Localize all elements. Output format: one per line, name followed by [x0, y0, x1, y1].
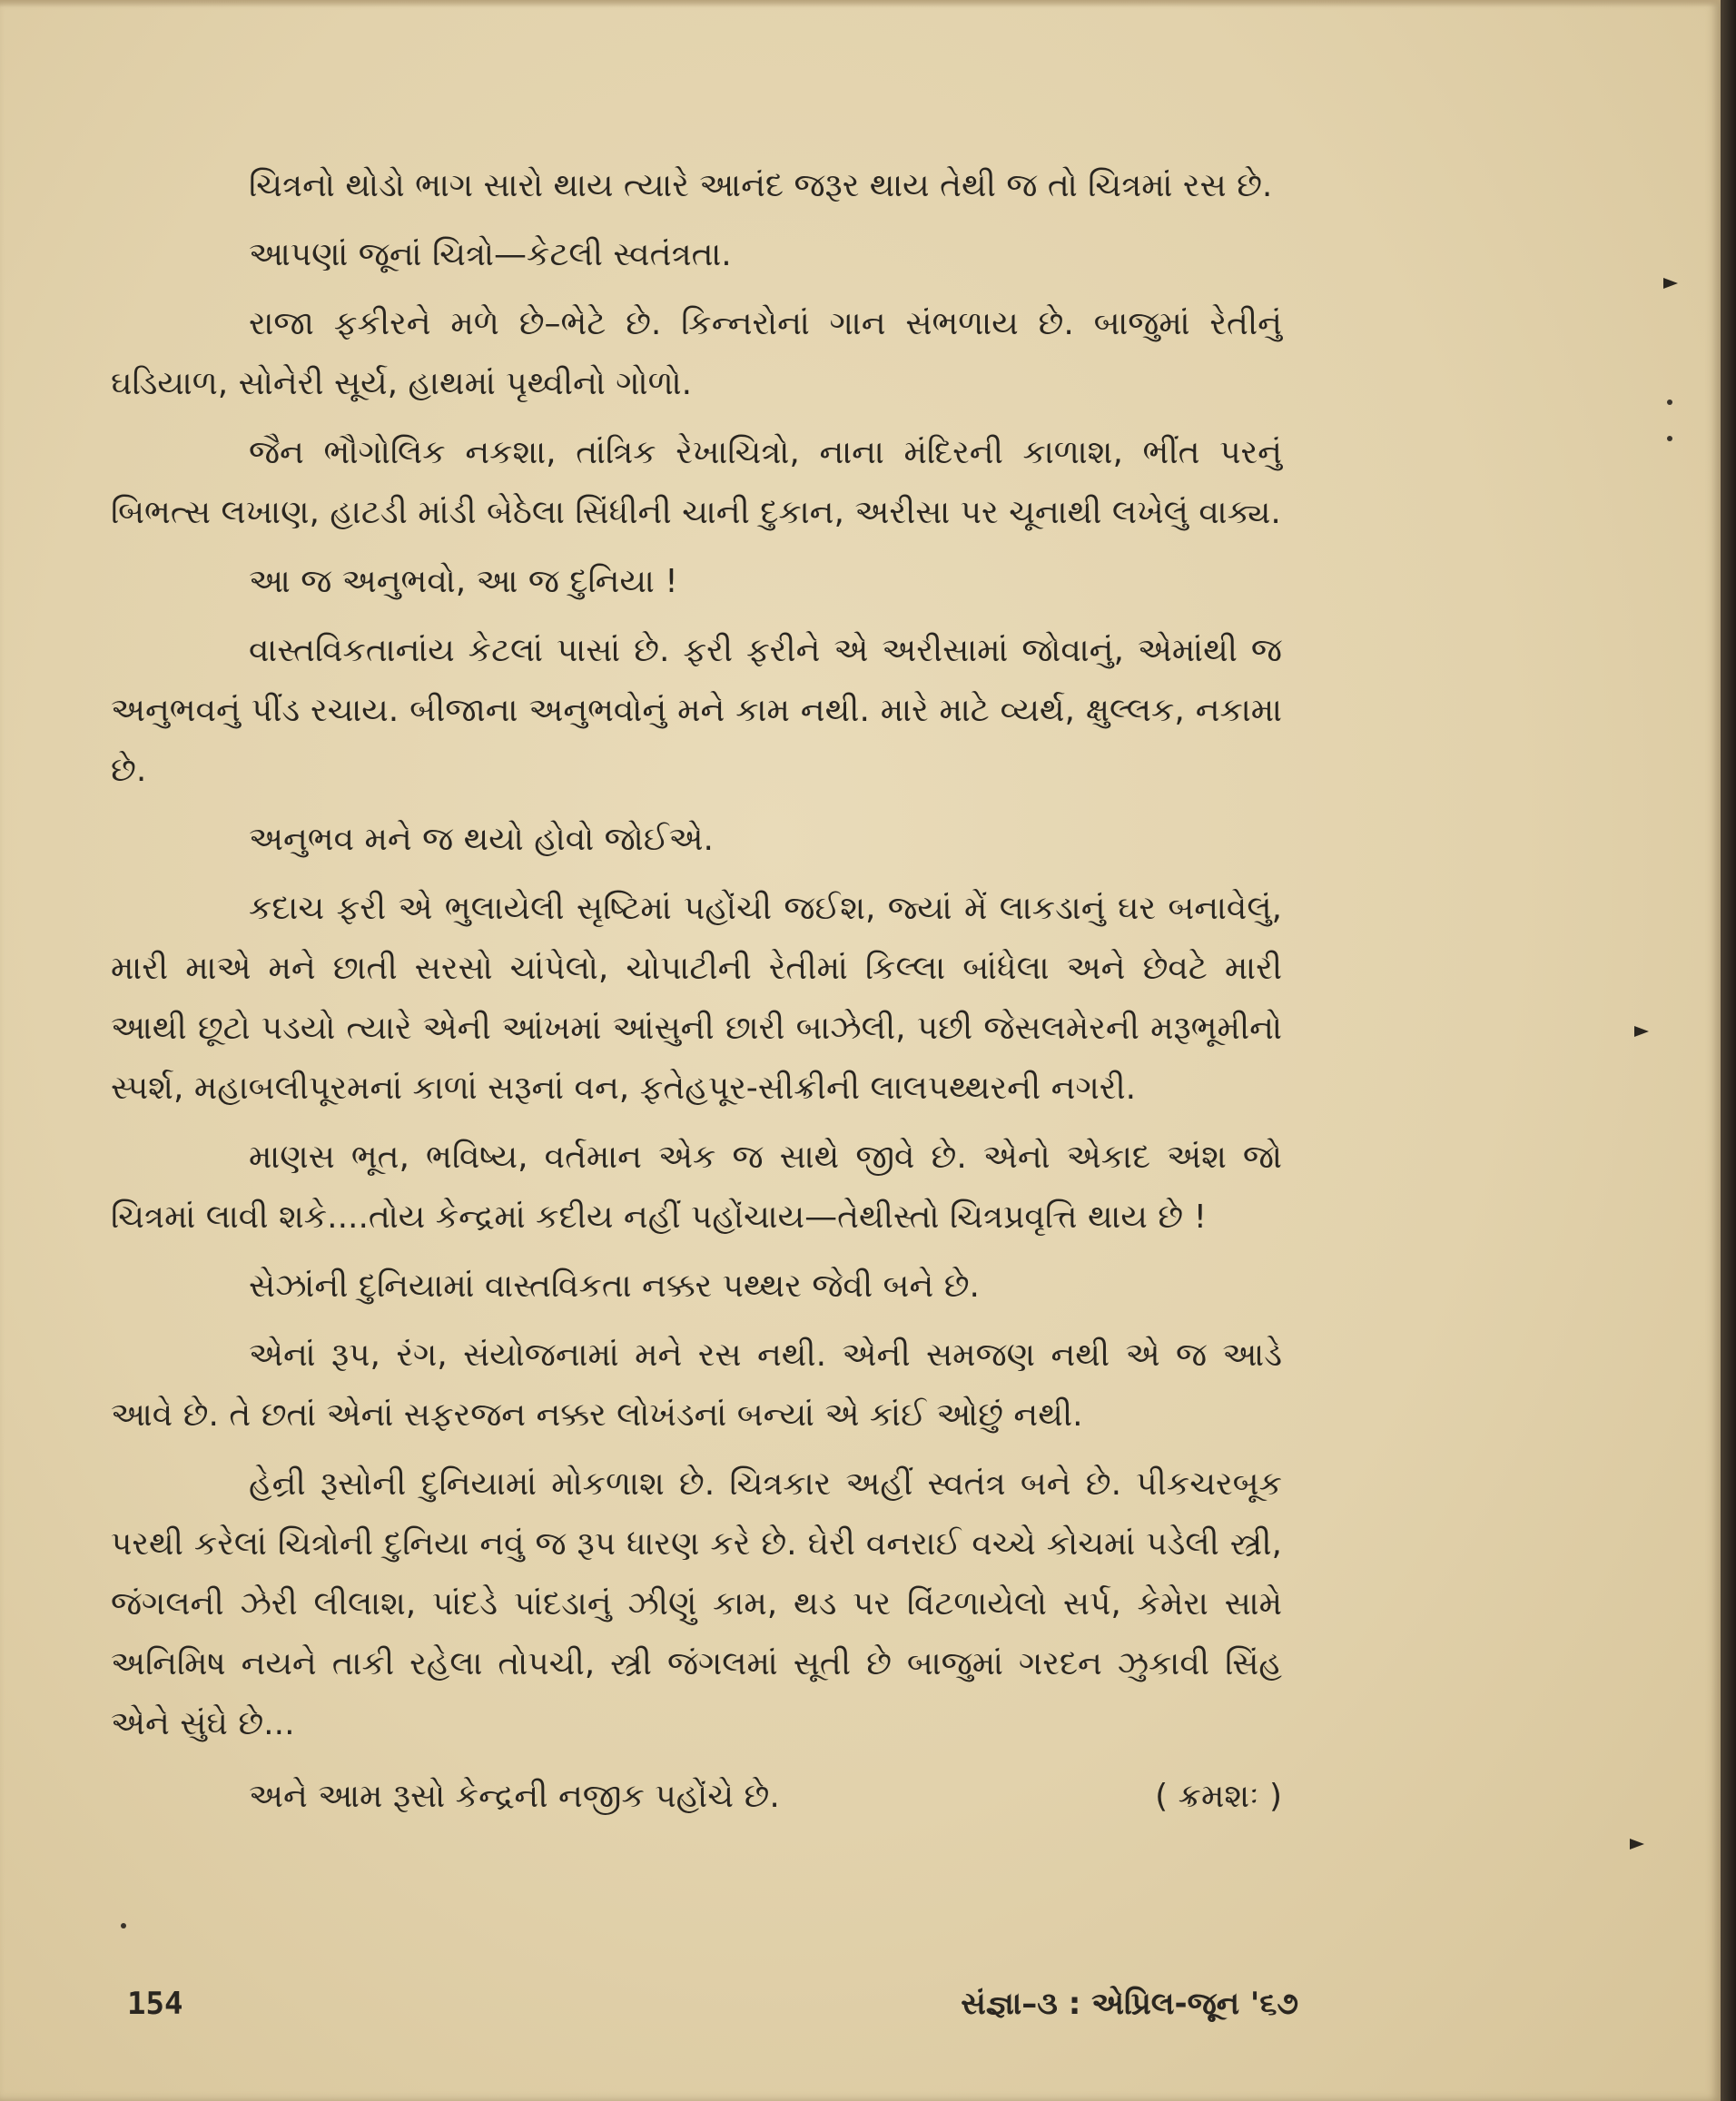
- paragraph-4: જૈન ભૌગોલિક નકશા, તાંત્રિક રેખાચિત્રો, નાના મંદિરની કાળાશ, ભીંત પરનું બિભત્સ લખાણ, હાટડી માંડી બેઠેલા સિંધીની ચાની દુકાન, અરીસા પર ચૂનાથી લખેલું વાક્ય.: [111, 434, 1282, 531]
- margin-dot-icon: [1667, 436, 1672, 441]
- paragraph-10: સેઝાંની દુનિયામાં વાસ્તવિકતા નક્કર પથ્થર જેવી બને છે.: [249, 1268, 980, 1305]
- margin-dot-icon: [121, 1923, 126, 1928]
- margin-dot-icon: [1667, 399, 1672, 405]
- paragraph-5: આ જ અનુભવો, આ જ દુનિયા !: [249, 563, 678, 600]
- closing-line: અને આમ રૂસો કેન્દ્રની નજીક પહોંચે છે.: [249, 1778, 780, 1815]
- paragraph-8: કદાચ ફરી એ ભુલાયેલી સૃષ્ટિમાં પહોંચી જઈશ, જ્યાં મેં લાકડાનું ઘર બનાવેલું, મારી માએ મને છાતી સરસો ચાંપેલો, ચોપાટીની રેતીમાં કિલ્લા બાંધેલા અને છેવટે મારી આથી છૂટો પડયો ત્યારે એની આંખમાં આંસુની છારી બાઝેલી, પછી જેસલમેરની મરૂભૂમીનો સ્પર્શ, મહાબલીપૂરમનાં કાળાં સરૂનાં વન, ફતેહપૂર-સીક્રીની લાલપથ્થરની નગરી.: [111, 890, 1282, 1107]
- paragraph-6: વાસ્તવિકતાનાંય કેટલાં પાસાં છે. ફરી ફરીને એ અરીસામાં જોવાનું, એમાંથી જ અનુભવનું પીંડ રચાય. બીજાના અનુભવોનું મને કામ નથી. મારે માટે વ્યર્થ, ક્ષુલ્લક, નકામા છે.: [111, 632, 1282, 789]
- paragraph-1: ચિત્રનો થોડો ભાગ સારો થાય ત્યારે આનંદ જરૂર થાય તેથી જ તો ચિત્રમાં રસ છે.: [249, 167, 1273, 204]
- page-top-edge: [0, 0, 1721, 7]
- margin-mark-icon: [1663, 278, 1678, 289]
- continued-note: ( ક્રમશઃ ): [1155, 1778, 1282, 1815]
- closing-paragraph: [111, 1767, 1282, 1827]
- page-number: 154: [127, 1986, 183, 2022]
- page-footer: [127, 1981, 1298, 2027]
- paragraph-9: માણસ ભૂત, ભવિષ્ય, વર્તમાન એક જ સાથે જીવે છે. એનો એકાદ અંશ જો ચિત્રમાં લાવી શકે....તોય કેન્દ્રમાં કદીય નહીં પહોંચાય—તેથીસ્તો ચિત્રપ્રવૃત્તિ થાય છે !: [111, 1139, 1282, 1236]
- paragraph-12: હેન્રી રૂસોની દુનિયામાં મોકળાશ છે. ચિત્રકાર અહીં સ્વતંત્ર બને છે. પીકચરબૂક પરથી કરેલાં ચિત્રોની દુનિયા નવું જ રૂપ ધારણ કરે છે. ઘેરી વનરાઈ વચ્ચે કોચમાં પડેલી સ્ત્રી, જંગલની ઝેરી લીલાશ, પાંદડે પાંદડાનું ઝીણું કામ, થડ પર વિંટળાયેલો સર્પ, કેમેરા સામે અનિમિષ નયને તાકી રહેલા તોપચી, સ્ત્રી જંગલમાં સૂતી છે બાજુમાં ગરદન ઝુકાવી સિંહ એને સુંઘે છે...: [111, 1465, 1282, 1742]
- journal-issue: સંજ્ઞા–૩ : એપ્રિલ-જૂન '૬૭: [961, 1986, 1298, 2022]
- paragraph-3: રાજા ફકીરને મળે છે–ભેટે છે. કિન્નરોનાં ગાન સંભળાય છે. બાજુમાં રેતીનું ઘડિયાળ, સોનેરી સૂર્ય, હાથમાં પૃથ્વીનો ગોળો.: [111, 305, 1282, 402]
- margin-mark-icon: [1634, 1026, 1649, 1037]
- article-body: [111, 156, 1282, 1836]
- page-binding-edge: [1721, 0, 1736, 2101]
- paragraph-7: અનુભવ મને જ થયો હોવો જોઈએ.: [249, 821, 714, 858]
- paragraph-2: આપણાં જૂનાં ચિત્રો—કેટલી સ્વતંત્રતા.: [249, 236, 732, 273]
- margin-mark-icon: [1630, 1839, 1644, 1849]
- paragraph-11: એનાં રૂપ, રંગ, સંયોજનામાં મને રસ નથી. એની સમજણ નથી એ જ આડે આવે છે. તે છતાં એનાં સફરજન નક્કર લોખંડનાં બન્યાં એ કાંઈ ઓછું નથી.: [111, 1337, 1282, 1434]
